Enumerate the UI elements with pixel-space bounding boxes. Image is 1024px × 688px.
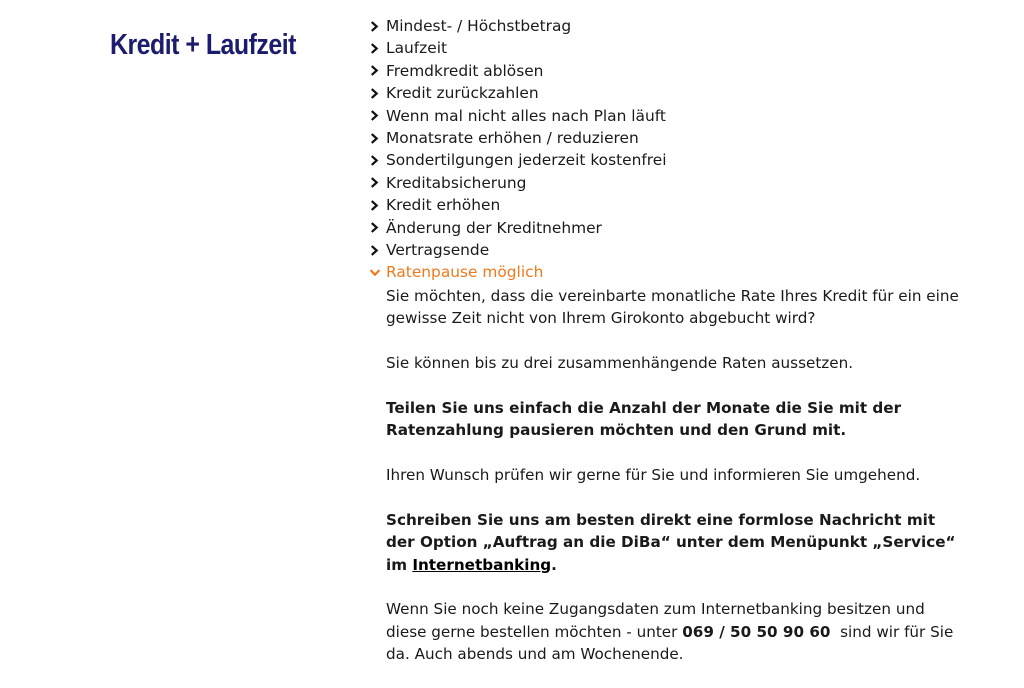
accordion-item[interactable]: [369, 82, 969, 104]
accordion-panel: [369, 285, 961, 666]
chevron-right-icon: [369, 172, 386, 194]
accordion-item[interactable]: [369, 15, 969, 37]
accordion-item-label: Laufzeit: [386, 39, 448, 58]
accordion-item[interactable]: [369, 127, 969, 149]
accordion-item-label: Fremdkredit ablösen: [386, 61, 544, 80]
chevron-right-icon: [369, 239, 386, 261]
accordion-item[interactable]: [369, 60, 969, 82]
accordion-item-label: Vertragsende: [386, 240, 490, 259]
panel-paragraph: Sie können bis zu drei zusammenhängende Raten aussetzen.: [386, 353, 854, 372]
chevron-right-icon: [369, 105, 386, 127]
accordion-item-label: Wenn mal nicht alles nach Plan läuft: [386, 106, 666, 125]
accordion-item[interactable]: [369, 149, 969, 171]
chevron-right-icon: [369, 217, 386, 239]
internetbanking-link[interactable]: Internetbanking: [412, 555, 552, 574]
contact-text: Wenn Sie noch keine Zugangsdaten zum Internetbanking besitzen und diese gerne bestellen möchten - unter: [386, 600, 925, 641]
accordion-list: [369, 15, 969, 666]
accordion-item[interactable]: [369, 37, 969, 59]
instruction-end: .: [551, 555, 557, 574]
accordion-item[interactable]: [369, 239, 969, 261]
accordion-item[interactable]: [369, 194, 969, 216]
panel-paragraph-bold: Teilen Sie uns einfach die Anzahl der Monate die Sie mit der Ratenzahlung pausieren möchten und den Grund mit.: [386, 398, 902, 440]
accordion-item-label: Änderung der Kreditnehmer: [386, 218, 602, 237]
accordion-item-label: Kredit erhöhen: [386, 196, 501, 215]
instruction-text: Schreiben Sie uns am besten direkt eine formlose Nachricht mit der Option „Auftrag an die DiBa“ unter dem Menüpunkt „Service“ im: [386, 510, 956, 574]
panel-paragraph-bold: [386, 509, 961, 576]
contact-text-end: sind wir für Sie da. Auch abends und am Wochenende.: [386, 622, 954, 664]
chevron-right-icon: [369, 150, 386, 172]
chevron-right-icon: [369, 38, 386, 60]
chevron-down-icon: [369, 261, 386, 283]
accordion-item-label: Kreditabsicherung: [386, 173, 527, 192]
accordion-item-open[interactable]: [369, 261, 969, 283]
accordion-item-label: Kredit zurückzahlen: [386, 84, 539, 103]
chevron-right-icon: [369, 127, 386, 149]
phone-number: 069 / 50 50 90 60: [682, 622, 831, 641]
chevron-right-icon: [369, 82, 386, 104]
panel-paragraph: [386, 598, 961, 665]
accordion-item-label: Ratenpause möglich: [386, 263, 544, 282]
chevron-right-icon: [369, 194, 386, 216]
accordion-item[interactable]: [369, 172, 969, 194]
chevron-right-icon: [369, 15, 386, 37]
accordion-item-label: Monatsrate erhöhen / reduzieren: [386, 128, 639, 147]
accordion-item[interactable]: [369, 217, 969, 239]
panel-paragraph: Sie möchten, dass die vereinbarte monatliche Rate Ihres Kredit für ein eine gewisse Zeit nicht von Ihrem Girokonto abgebucht wird?: [386, 286, 959, 328]
accordion-item-label: Sondertilgungen jederzeit kostenfrei: [386, 151, 667, 170]
chevron-right-icon: [369, 60, 386, 82]
panel-paragraph: Ihren Wunsch prüfen wir gerne für Sie und informieren Sie umgehend.: [386, 465, 921, 484]
accordion-item[interactable]: [369, 105, 969, 127]
section-title: Kredit + Laufzeit: [110, 29, 296, 62]
accordion-item-label: Mindest- / Höchstbetrag: [386, 17, 572, 35]
